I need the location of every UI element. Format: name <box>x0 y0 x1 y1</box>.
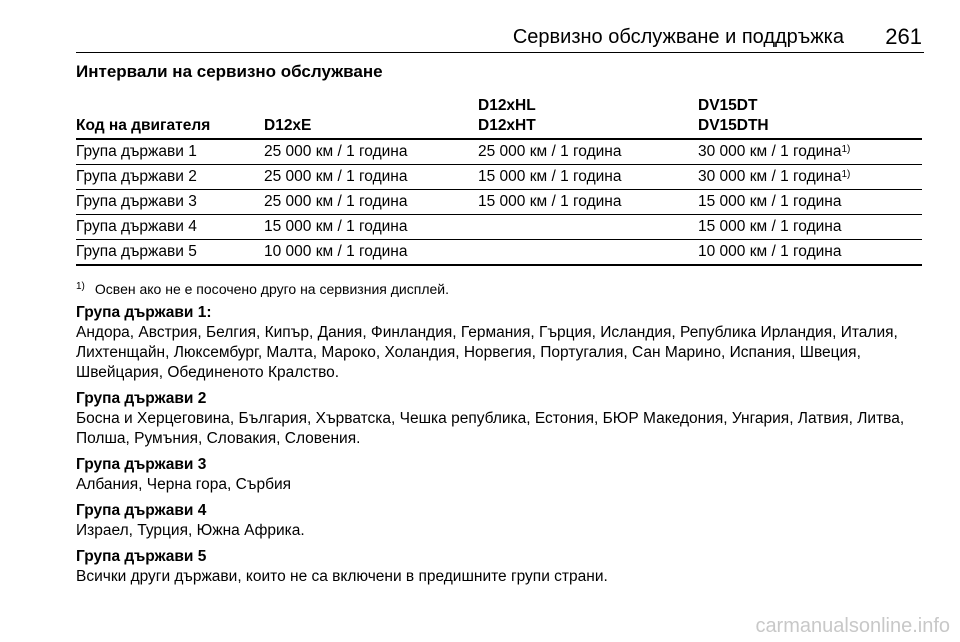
cell-d12xhl: 15 000 км / 1 година <box>478 165 698 190</box>
cell-group: Група държави 2 <box>76 165 264 190</box>
cell-dv15dt: 15 000 км / 1 година <box>698 215 922 240</box>
country-group-3 <box>76 455 936 495</box>
footnote-mark: 1) <box>76 281 85 292</box>
header-title: Сервизно обслужване и поддръжка <box>512 26 844 48</box>
cell-group: Група държави 5 <box>76 240 264 266</box>
column-header-d12xhl: D12xHL D12xHT <box>478 96 698 139</box>
group-title: Група държави 1: <box>76 304 212 321</box>
cell-d12xhl <box>478 215 698 240</box>
section-title: Интервали на сервизно обслужване <box>76 62 383 81</box>
cell-d12xhl: 15 000 км / 1 година <box>478 190 698 215</box>
cell-dv15dt: 10 000 км / 1 година <box>698 240 922 266</box>
country-group-2 <box>76 389 936 449</box>
footnote <box>76 281 449 297</box>
cell-dv15dt: 15 000 км / 1 година <box>698 190 922 215</box>
cell-group: Група държави 1 <box>76 139 264 165</box>
table-row <box>76 190 922 215</box>
group-title: Група държави 2 <box>76 390 207 407</box>
country-group-4 <box>76 501 936 541</box>
watermark: carmanualsonline.info <box>755 615 950 637</box>
group-title: Група държави 4 <box>76 502 207 519</box>
column-header-dv15dt: DV15DT DV15DTH <box>698 96 922 139</box>
country-group-1 <box>76 303 936 383</box>
country-groups <box>76 303 936 593</box>
country-group-5 <box>76 547 936 587</box>
footnote-ref: 1) <box>841 169 851 180</box>
column-header-d12xe: D12xE <box>264 96 478 139</box>
group-title: Група държави 5 <box>76 548 207 565</box>
cell-group: Група държави 3 <box>76 190 264 215</box>
cell-d12xhl: 25 000 км / 1 година <box>478 139 698 165</box>
group-countries: Израел, Турция, Южна Африка. <box>76 522 305 539</box>
cell-group: Група държави 4 <box>76 215 264 240</box>
group-countries: Албания, Черна гора, Сърбия <box>76 476 292 493</box>
cell-dv15dt: 30 000 км / 1 година$^{1)}$ <box>698 165 922 190</box>
page-header <box>76 24 924 53</box>
service-interval-table <box>76 96 922 266</box>
cell-d12xe: 25 000 км / 1 година <box>264 139 478 165</box>
group-countries: Босна и Херцеговина, България, Хърватска, Чешка република, Естония, БЮР Македония, Унгария, Латвия, Литва, Полша, Румъния, Словакия, Словения. <box>76 410 905 447</box>
group-countries: Всички други държави, които не са включени в предишните групи страни. <box>76 568 608 585</box>
cell-d12xe: 10 000 км / 1 година <box>264 240 478 266</box>
table-row <box>76 139 922 165</box>
cell-d12xe: 15 000 км / 1 година <box>264 215 478 240</box>
table-row <box>76 165 922 190</box>
column-header-engine-code: Код на двигателя <box>76 96 264 139</box>
cell-d12xe: 25 000 км / 1 година <box>264 190 478 215</box>
cell-d12xhl <box>478 240 698 266</box>
page-number: 261 <box>885 24 922 49</box>
footnote-text: Освен ако не е посочено друго на сервизния дисплей. <box>94 281 449 297</box>
table-row <box>76 215 922 240</box>
table-header-row <box>76 96 922 139</box>
cell-d12xe: 25 000 км / 1 година <box>264 165 478 190</box>
footnote-ref: 1) <box>841 144 851 155</box>
group-countries: Андора, Австрия, Белгия, Кипър, Дания, Финландия, Германия, Гърция, Исландия, Република Ирландия, Италия, Лихтенщайн, Люксембург, Малта, Мароко, Холандия, Норвегия, Португалия, Сан Марино, Испания, Швеция, Швейцария, Обединеното Кралство. <box>76 324 898 381</box>
cell-dv15dt: 30 000 км / 1 година$^{1)}$ <box>698 139 922 165</box>
table-row <box>76 240 922 266</box>
group-title: Група държави 3 <box>76 456 207 473</box>
